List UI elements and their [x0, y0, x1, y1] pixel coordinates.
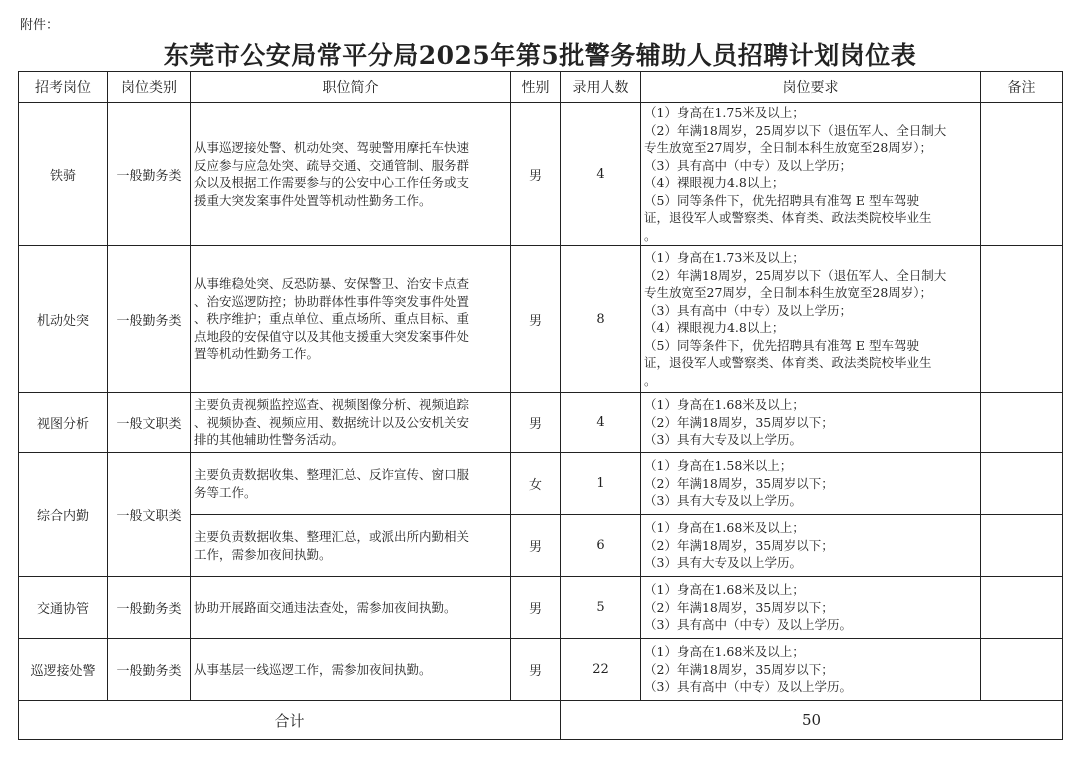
header-post: 招考岗位 [19, 72, 108, 103]
requirement-line: （2）年满18周岁，35周岁以下； [644, 475, 834, 491]
requirement-line: （3）具有大专及以上学历。 [644, 432, 802, 448]
category-cell: 一般勤务类 [108, 639, 191, 701]
requirement-line: （3）具有高中（中专）及以上学历； [644, 302, 852, 318]
requirement-line: （2）年满18周岁，35周岁以下； [644, 414, 834, 430]
requirement-line: （4）裸眼视力4.8以上； [644, 320, 785, 335]
description-line: 、秩序维护；重点单位、重点场所、重点目标、重 [194, 311, 470, 327]
category-cell: 一般勤务类 [108, 103, 191, 246]
requirement-line: （5）同等条件下，优先招聘具有准驾 E 型车驾驶 [644, 192, 920, 208]
requirements-cell [641, 393, 981, 453]
requirements-cell [641, 639, 981, 701]
notes-cell [981, 639, 1063, 701]
count-cell: 4 [561, 393, 641, 453]
description-line: 众以及根据工作需要参与的公安中心工作任务或支 [194, 175, 470, 190]
post-cell: 综合内勤 [19, 453, 108, 577]
header-requirements: 岗位要求 [641, 72, 981, 103]
requirement-line: （2）年满18周岁，35周岁以下； [644, 661, 834, 677]
requirements-cell [641, 453, 981, 515]
count-cell: 4 [561, 103, 641, 246]
requirement-line: 专生放宽至27周岁，全日制本科生放宽至28周岁）； [644, 285, 933, 300]
requirement-line: （3）具有高中（中专）及以上学历。 [644, 679, 852, 695]
table-header [19, 72, 1063, 103]
requirement-line: （5）同等条件下，优先招聘具有准驾 E 型车驾驶 [644, 337, 920, 353]
description-line: 主要负责数据收集、整理汇总、反诈宣传、窗口服 [194, 467, 470, 482]
total-row [19, 701, 1063, 740]
table-row [19, 393, 1063, 453]
description-cell [191, 515, 511, 577]
gender-cell: 男 [511, 577, 561, 639]
description-line: 协助开展路面交通违法查处，需参加夜间执勤。 [194, 599, 457, 615]
notes-cell [981, 515, 1063, 577]
requirement-line: （1）身高在1.68米及以上； [644, 397, 805, 413]
gender-cell: 男 [511, 515, 561, 577]
requirement-line: （1）身高在1.68米及以上； [644, 644, 805, 660]
gender-cell: 男 [511, 639, 561, 701]
requirements-cell [641, 515, 981, 577]
total-label: 合计 [19, 701, 561, 740]
header-notes: 备注 [981, 72, 1063, 103]
gender-cell: 女 [511, 453, 561, 515]
header-description: 职位简介 [191, 72, 511, 103]
requirement-line: （3）具有高中（中专）及以上学历。 [644, 617, 852, 633]
notes-cell [981, 453, 1063, 515]
requirement-line: 证，退役军人或警察类、体育类、政法类院校毕业生 [644, 210, 932, 225]
description-cell [191, 246, 511, 393]
gender-cell: 男 [511, 246, 561, 393]
requirement-line: （2）年满18周岁，25周岁以下（退伍军人、全日制大 [644, 267, 947, 283]
requirement-line: （1）身高在1.58米以上； [644, 458, 793, 474]
requirement-line: 证，退役军人或警察类、体育类、政法类院校毕业生 [644, 355, 932, 370]
post-cell: 视图分析 [19, 393, 108, 453]
requirement-line: （2）年满18周岁，35周岁以下； [644, 599, 834, 615]
requirement-line: （2）年满18周岁，35周岁以下； [644, 537, 834, 553]
count-cell: 1 [561, 453, 641, 515]
description-line: 置等机动性勤务工作。 [194, 346, 320, 362]
description-line: 从事基层一线巡逻工作，需参加夜间执勤。 [194, 661, 432, 677]
total-count: 50 [561, 701, 1063, 740]
description-cell [191, 103, 511, 246]
notes-cell [981, 577, 1063, 639]
notes-cell [981, 103, 1063, 246]
description-line: 主要负责数据收集、整理汇总，或派出所内勤相关 [194, 529, 470, 544]
requirement-line: （2）年满18周岁，25周岁以下（退伍军人、全日制大 [644, 122, 947, 138]
table-row [19, 639, 1063, 701]
description-line: 从事巡逻接处警、机动处突、驾驶警用摩托车快速 [194, 140, 470, 155]
description-line: 援重大突发案事件处置等机动性勤务工作。 [194, 192, 432, 208]
post-cell: 铁骑 [19, 103, 108, 246]
requirement-line: （1）身高在1.73米及以上； [644, 250, 805, 265]
requirement-line: （4）裸眼视力4.8以上； [644, 175, 785, 190]
count-cell: 6 [561, 515, 641, 577]
requirement-line: （1）身高在1.68米及以上； [644, 520, 805, 536]
post-cell: 机动处突 [19, 246, 108, 393]
requirements-cell [641, 577, 981, 639]
header-gender: 性别 [511, 72, 561, 103]
notes-cell [981, 246, 1063, 393]
requirements-cell [641, 103, 981, 246]
count-cell: 8 [561, 246, 641, 393]
description-line: 排的其他辅助性警务活动。 [194, 432, 345, 448]
description-line: 反应参与应急处突、疏导交通、交通管制、服务群 [194, 157, 470, 173]
post-cell: 交通协管 [19, 577, 108, 639]
recruitment-table [18, 71, 1063, 740]
gender-cell: 男 [511, 103, 561, 246]
requirement-line: 专生放宽至27周岁，全日制本科生放宽至28周岁）； [644, 140, 933, 155]
description-line: 务等工作。 [194, 484, 257, 500]
requirement-line: 。 [644, 227, 657, 243]
description-line: 工作，需参加夜间执勤。 [194, 546, 332, 562]
post-cell: 巡逻接处警 [19, 639, 108, 701]
description-line: 从事维稳处突、反恐防暴、安保警卫、治安卡点查 [194, 276, 470, 292]
category-cell: 一般勤务类 [108, 246, 191, 393]
description-line: 主要负责视频监控巡查、视频图像分析、视频追踪 [194, 397, 470, 413]
notes-cell [981, 393, 1063, 453]
header-count: 录用人数 [561, 72, 641, 103]
count-cell: 5 [561, 577, 641, 639]
header-category: 岗位类别 [108, 72, 191, 103]
description-cell [191, 639, 511, 701]
table-row [19, 577, 1063, 639]
attachment-label: 附件： [20, 18, 60, 33]
page-title: 东莞市公安局常平分局2025年第5批警务辅助人员招聘计划岗位表 [163, 41, 917, 70]
description-line: 、视频协查、视频应用、数据统计以及公安机关安 [194, 414, 470, 430]
requirements-cell [641, 246, 981, 393]
description-cell [191, 577, 511, 639]
table-row [19, 103, 1063, 246]
description-line: 点地段的安保值守以及其他支援重大突发案事件处 [194, 328, 470, 344]
category-cell: 一般文职类 [108, 393, 191, 453]
description-cell [191, 453, 511, 515]
requirement-line: （1）身高在1.75米及以上； [644, 105, 805, 120]
count-cell: 22 [561, 639, 641, 701]
table-row [19, 453, 1063, 515]
requirement-line: （1）身高在1.68米及以上； [644, 582, 805, 598]
category-cell: 一般勤务类 [108, 577, 191, 639]
category-cell: 一般文职类 [108, 453, 191, 577]
requirement-line: （3）具有高中（中专）及以上学历； [644, 157, 852, 173]
gender-cell: 男 [511, 393, 561, 453]
table-row [19, 246, 1063, 393]
requirement-line: （3）具有大专及以上学历。 [644, 493, 802, 509]
description-line: 、治安巡逻防控；协助群体性事件等突发事件处置 [194, 293, 470, 309]
requirement-line: （3）具有大专及以上学历。 [644, 555, 802, 571]
requirement-line: 。 [644, 372, 657, 388]
description-cell [191, 393, 511, 453]
